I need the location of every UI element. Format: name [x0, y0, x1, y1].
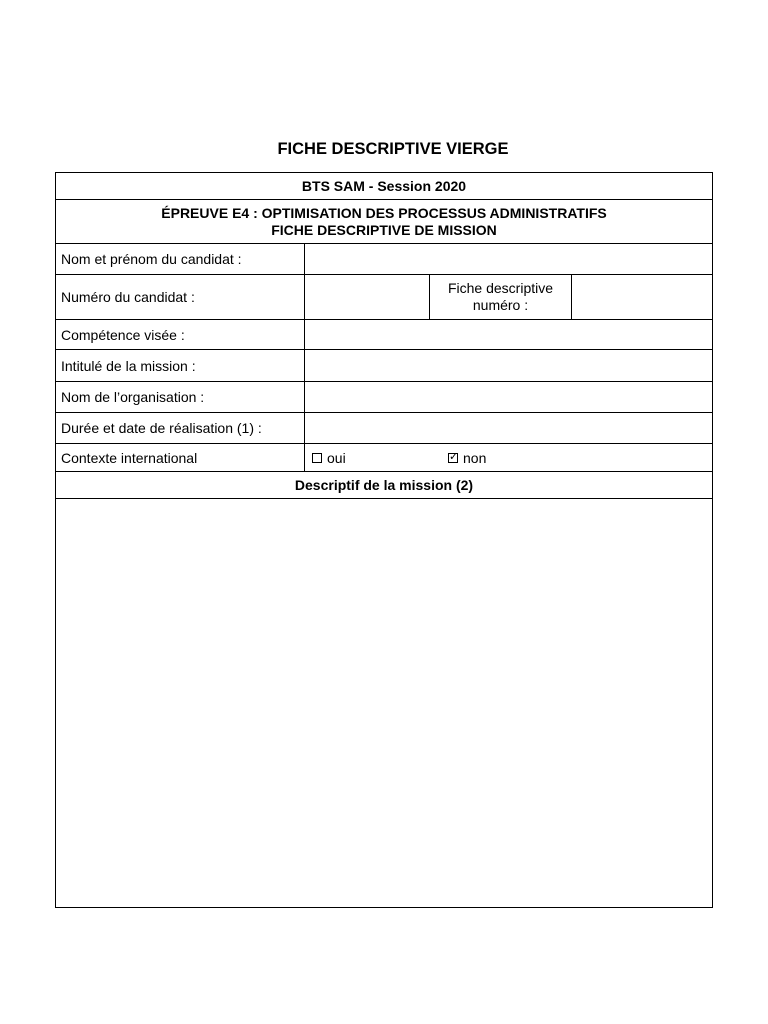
- intitule-label: Intitulé de la mission :: [56, 350, 305, 381]
- competence-row: [56, 320, 712, 350]
- nom-prenom-label: Nom et prénom du candidat :: [56, 244, 305, 274]
- contexte-label: Contexte international: [56, 444, 305, 471]
- fiche-numero-field[interactable]: [572, 275, 712, 319]
- descriptif-header-row: [56, 472, 712, 499]
- checkbox-unchecked-icon[interactable]: [312, 453, 322, 463]
- duree-label: Durée et date de réalisation (1) :: [56, 413, 305, 443]
- nom-prenom-row: [56, 244, 712, 275]
- epreuve-subtitle: FICHE DESCRIPTIVE DE MISSION: [271, 222, 497, 238]
- fiche-numero-label-line1: Fiche descriptive: [447, 280, 554, 296]
- session-row: [56, 173, 712, 200]
- organisation-row: [56, 382, 712, 413]
- epreuve-title: ÉPREUVE E4 : OPTIMISATION DES PROCESSUS ADMINISTRATIFS: [161, 205, 607, 221]
- contexte-non-label: non: [463, 449, 487, 466]
- contexte-oui-label: oui: [327, 449, 346, 466]
- intitule-field[interactable]: [305, 350, 712, 381]
- descriptif-body[interactable]: [56, 499, 712, 907]
- organisation-field[interactable]: [305, 382, 712, 412]
- duree-row: [56, 413, 712, 444]
- contexte-row: [56, 444, 712, 472]
- contexte-oui-option[interactable]: [312, 444, 442, 471]
- numero-candidat-field[interactable]: [305, 275, 430, 319]
- numero-candidat-row: [56, 275, 712, 320]
- session-label: BTS SAM - Session 2020: [301, 178, 467, 194]
- competence-label: Compétence visée :: [56, 320, 305, 349]
- mission-form: [55, 172, 713, 908]
- descriptif-header: Descriptif de la mission (2): [294, 477, 474, 493]
- contexte-non-option[interactable]: [448, 444, 578, 471]
- competence-field[interactable]: [305, 320, 712, 349]
- duree-field[interactable]: [305, 413, 712, 443]
- nom-prenom-field[interactable]: [305, 244, 712, 274]
- numero-candidat-label: Numéro du candidat :: [56, 275, 305, 319]
- checkbox-checked-icon[interactable]: [448, 453, 458, 463]
- epreuve-row: [56, 200, 712, 244]
- organisation-label: Nom de l’organisation :: [56, 382, 305, 412]
- page-title: FICHE DESCRIPTIVE VIERGE: [277, 140, 509, 158]
- fiche-numero-label-line2: numéro :: [472, 297, 529, 313]
- intitule-row: [56, 350, 712, 382]
- fiche-numero-label: [430, 275, 572, 319]
